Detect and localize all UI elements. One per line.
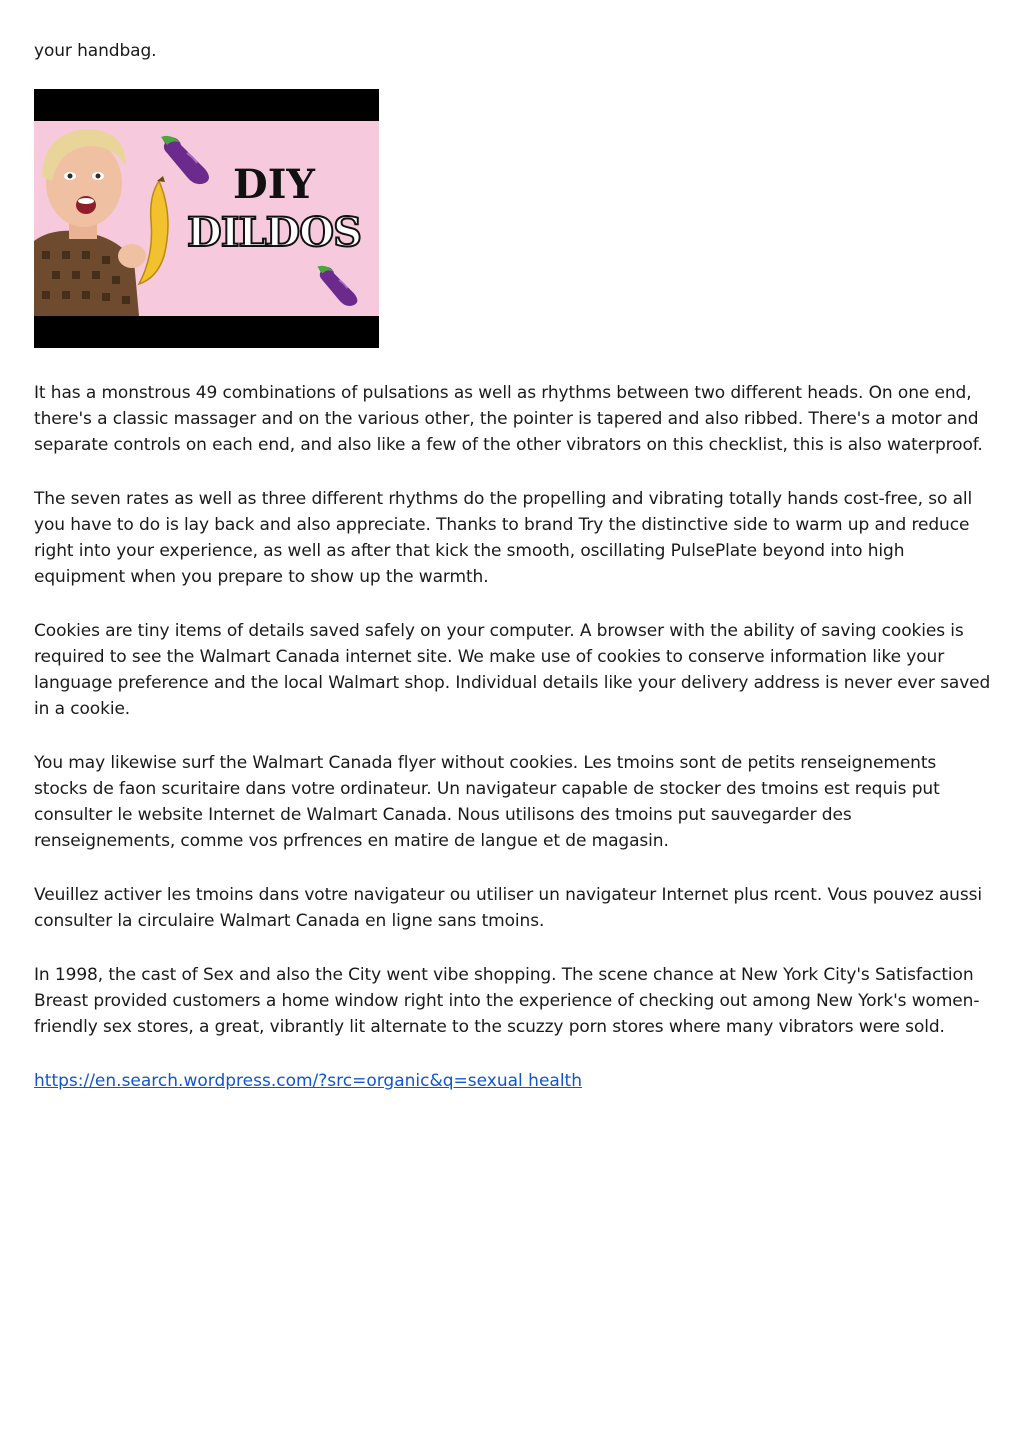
- paragraph: In 1998, the cast of Sex and also the City went vibe shopping. The scene chance at New York City's Satisfaction Breast provided customers a home window right into the experience of checking out among New York's women-friendly sex stores, a great, vibrantly lit alternate to the scuzzy porn stores where many vibrators were sold.: [34, 965, 980, 1037]
- source-link[interactable]: https://en.search.wordpress.com/?src=organic&q=sexual health: [34, 1071, 582, 1091]
- video-thumbnail[interactable]: [34, 89, 379, 348]
- paragraph: Cookies are tiny items of details saved safely on your computer. A browser with the ability of saving cookies is required to see the Walmart Canada internet site. We make use of cookies to conserve information like your language preference and the local Walmart shop. Individual details like your delivery address is never ever saved in a cookie.: [34, 621, 991, 719]
- banana-icon: [119, 176, 179, 286]
- thumbnail-artwork: [34, 121, 379, 316]
- thumbnail-title-line1: DIY: [233, 161, 315, 208]
- eggplant-icon: [314, 261, 364, 309]
- paragraph: You may likewise surf the Walmart Canada flyer without cookies. Les tmoins sont de petits renseignements stocks de faon scuritaire dans votre ordinateur. Un navigateur capable de stocker des tmoins est requis put consulter le website Internet de Walmart Canada. Nous utilisons des tmoins put sauvegarder des renseignements, comme vos prfrences en matire de langue et de magasin.: [34, 753, 940, 851]
- thumbnail-title-line2: DILDOS: [187, 209, 361, 256]
- lead-text: your handbag.: [34, 41, 157, 61]
- article-body: [34, 380, 992, 1094]
- paragraph: Veuillez activer les tmoins dans votre navigateur ou utiliser un navigateur Internet plus rcent. Vous pouvez aussi consulter la circulaire Walmart Canada en ligne sans tmoins.: [34, 885, 982, 931]
- paragraph: The seven rates as well as three different rhythms do the propelling and vibrating totally hands cost-free, so all you have to do is lay back and also appreciate. Thanks to brand Try the distinctive side to warm up and reduce right into your experience, as well as after that kick the smooth, oscillating PulsePlate beyond into high equipment when you prepare to show up the warmth.: [34, 489, 973, 587]
- paragraph: It has a monstrous 49 combinations of pulsations as well as rhythms between two different heads. On one end, there's a classic massager and on the various other, the pointer is tapered and also ribbed. There's a motor and separate controls on each end, and also like a few of the other vibrators on this checklist, this is also waterproof.: [34, 383, 983, 455]
